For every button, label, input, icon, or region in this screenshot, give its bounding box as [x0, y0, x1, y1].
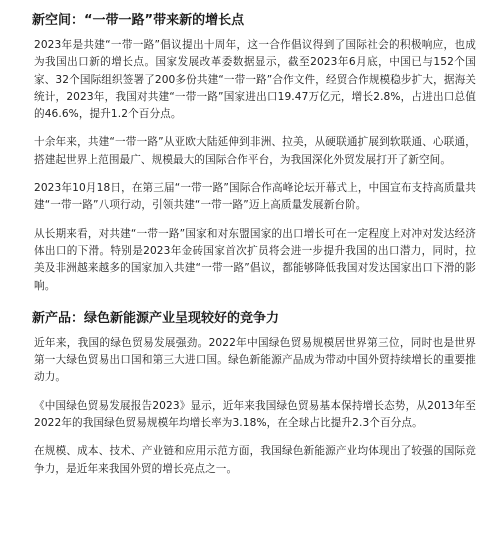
section-heading-new-space: 新空间：“一带一路”带来新的增长点	[32, 13, 245, 28]
paragraph: 近年来，我国的绿色贸易发展强劲。2022年中国绿色贸易规模居世界第三位，同时也是世界第一大绿色贸易出口国和第三大进口国。绿色新能源产品成为带动中国外贸持续增长的重要推动力。	[34, 336, 476, 384]
paragraph: 在规模、成本、技术、产业链和应用示范方面，我国绿色新能源产业均体现出了较强的国际竞争力，是近年来我国外贸的增长亮点之一。	[34, 445, 476, 475]
paragraph: 《中国绿色贸易发展报告2023》显示，近年来我国绿色贸易基本保持增长态势，从2013年至2022年的我国绿色贸易规模年均增长率为3.18%，在全球占比提升2.3个百分点。	[34, 399, 476, 430]
paragraph: 2023年是共建“一带一路”倡议提出十周年，这一合作倡议得到了国际社会的积极响应，也成为我国出口新的增长点。国家发展改革委数据显示，截至2023年6月底，中国已与152个国家、32个国际组织签署了200多份共建“一带一路”合作文件，经贸合作规模稳步扩大，据海关统计，2023年，我国对共建“一带一路”国家进出口19.47万亿元，增长2.8%，占进出口总值的46.6%，提升1.2个百分点。	[34, 39, 476, 121]
paragraph: 从长期来看，对共建“一带一路”国家和对东盟国家的出口增长可在一定程度上对冲对发达经济体出口的下滑。特别是2023年金砖国家首次扩员将会进一步提升我国的出口潜力，同时，拉美及非洲越来越多的国家加入共建“一带一路”倡议，都能够降低我国对发达国家出口下滑的影响。	[34, 227, 476, 292]
paragraph: 2023年10月18日，在第三届“一带一路”国际合作高峰论坛开幕式上，中国宣布支持高质量共建“一带一路”八项行动，引领共建“一带一路”迈上高质量发展新台阶。	[34, 182, 476, 212]
paragraph: 十余年来，共建“一带一路”从亚欧大陆延伸到非洲、拉美，从硬联通扩展到软联通、心联通，搭建起世界上范围最广、规模最大的国际合作平台，为我国深化外贸发展打开了新空间。	[34, 136, 476, 166]
section-heading-new-products: 新产品：绿色新能源产业呈现较好的竞争力	[32, 310, 280, 326]
